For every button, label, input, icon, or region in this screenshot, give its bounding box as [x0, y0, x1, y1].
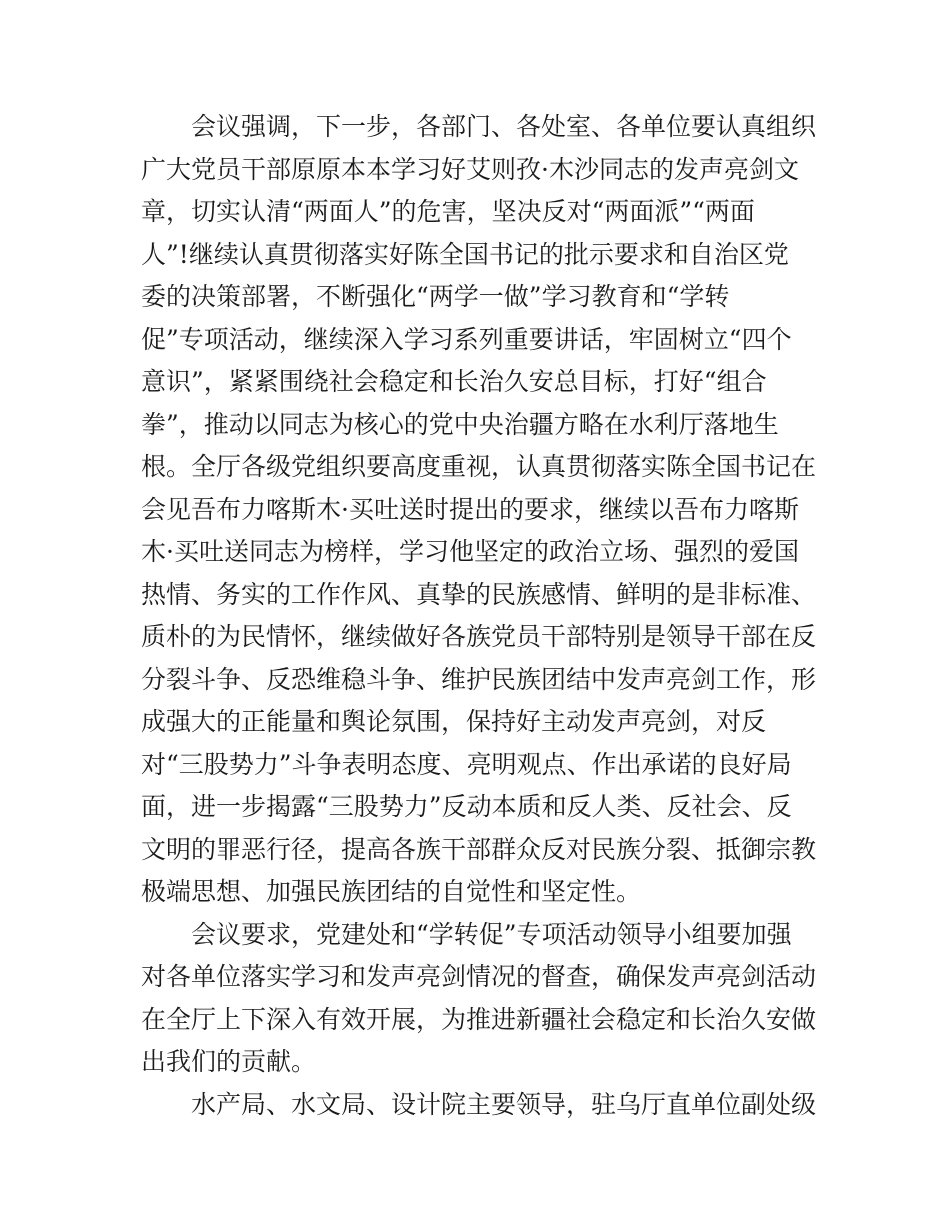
paragraph-1-line-19: 极端思想、加强民族团结的自觉性和坚定性。: [141, 877, 642, 906]
paragraph-1-line-7: 意识”，紧紧围绕社会稳定和长治久安总目标，打好“组合: [141, 367, 767, 396]
paragraph-1-line-17: 面，进一步揭露“三股势力”反动本质和反人类、反社会、反: [141, 792, 792, 821]
paragraph-2-line-1: 会议要求，党建处和“学转促”专项活动领导小组要加强: [191, 919, 792, 949]
paragraph-1-line-4: 人”!继续认真贯彻落实好陈全国书记的批示要求和自治区党: [141, 239, 789, 269]
paragraph-1-line-15: 成强大的正能量和舆论氛围，保持好主动发声亮剑，对反: [141, 707, 767, 736]
paragraph-1-line-12: 热情、务实的工作作风、真挚的民族感情、鲜明的是非标准、: [141, 579, 817, 609]
paragraph-1-line-8: 拳”，推动以同志为核心的党中央治疆方略在水利厅落地生: [141, 409, 779, 439]
paragraph-2-line-3: 在全厅上下深入有效开展，为推进新疆社会稳定和长治久安做: [141, 1004, 817, 1034]
paragraph-1-line-9: 根。全厅各级党组织要高度重视，认真贯彻落实陈全国书记在: [141, 452, 817, 481]
paragraph-1-line-6: 促”专项活动，继续深入学习系列重要讲话，牢固树立“四个: [141, 324, 792, 354]
paragraph-1-line-14: 分裂斗争、反恐维稳斗争、维护民族团结中发声亮剑工作，形: [141, 664, 817, 694]
paragraph-1-line-3: 章，切实认清“两面人”的危害，坚决反对“两面派”“两面: [141, 197, 755, 226]
paragraph-1-line-10: 会见吾布力喀斯木·买吐送时提出的要求，继续以吾布力喀斯: [141, 494, 799, 524]
paragraph-1-line-5: 委的决策部署，不断强化“两学一做”学习教育和“学转: [141, 282, 730, 311]
paragraph-1-line-2: 广大党员干部原原本本学习好艾则孜·木沙同志的发声亮剑文: [141, 154, 799, 184]
paragraph-2-line-2: 对各单位落实学习和发声亮剑情况的督查，确保发声亮剑活动: [141, 962, 817, 991]
paragraph-2-line-4: 出我们的贡献。: [141, 1047, 317, 1076]
paragraph-3-line-1: 水产局、水文局、设计院主要领导，驻乌厅直单位副处级: [191, 1089, 817, 1119]
paragraph-1-line-11: 木·买吐送同志为榜样，学习他坚定的政治立场、强烈的爱国: [141, 537, 799, 566]
paragraph-1-line-13: 质朴的为民情怀，继续做好各族党员干部特别是领导干部在反: [141, 622, 817, 651]
paragraph-1-line-18: 文明的罪恶行径，提高各族干部群众反对民族分裂、抵御宗教: [141, 834, 817, 864]
paragraph-1-line-1: 会议强调，下一步，各部门、各处室、各单位要认真组织: [191, 112, 817, 141]
document-body: [141, 106, 821, 1126]
paragraph-1-line-16: 对“三股势力”斗争表明态度、亮明观点、作出承诺的良好局: [141, 749, 792, 779]
